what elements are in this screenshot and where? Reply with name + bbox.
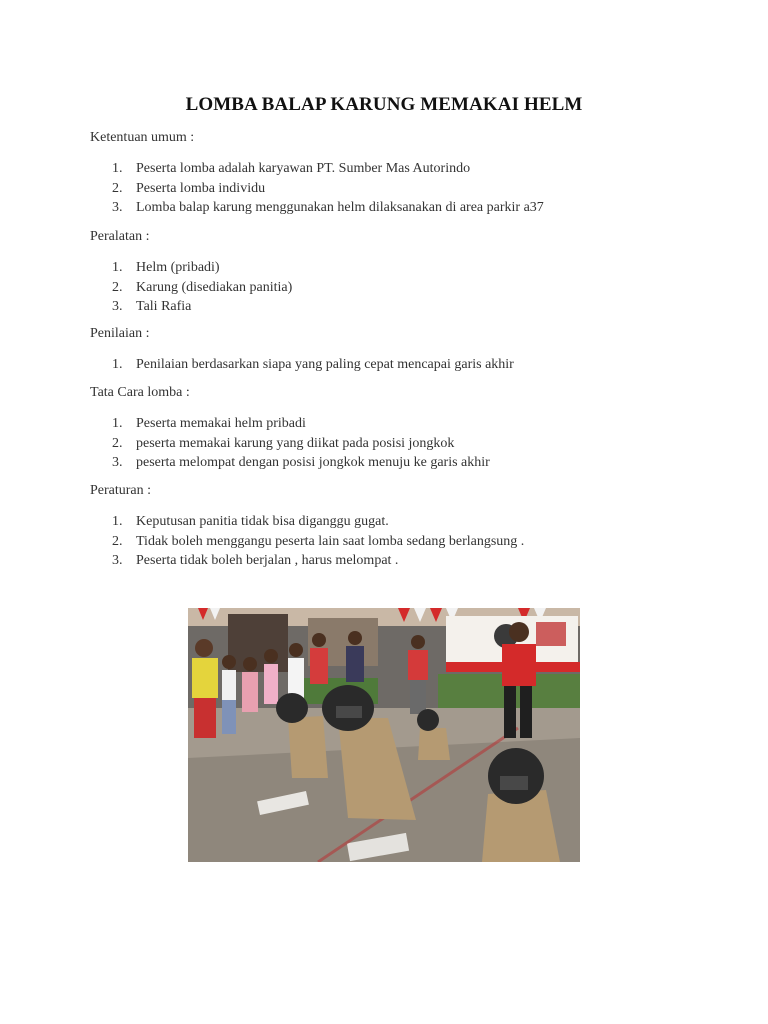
numbered-list — [90, 512, 710, 571]
list-number: 3. — [112, 299, 123, 314]
section-label: Tata Cara lomba : — [90, 385, 190, 400]
list-item — [90, 179, 710, 199]
list-number: 1. — [112, 161, 123, 176]
section-label: Peralatan : — [90, 229, 150, 244]
list-item-text: Keputusan panitia tidak bisa diganggu gugat. — [136, 514, 389, 529]
page-title: LOMBA BALAP KARUNG MEMAKAI HELM — [185, 94, 583, 115]
section-tata-cara-lomba — [90, 384, 710, 473]
section-penilaian — [90, 325, 710, 375]
list-item-text: peserta memakai karung yang diikat pada posisi jongkok — [136, 435, 455, 451]
list-item-text: Peserta tidak boleh berjalan , harus melompat . — [136, 553, 399, 568]
section-peralatan — [90, 228, 710, 317]
list-item-text: Penilaian berdasarkan siapa yang paling cepat mencapai garis akhir — [136, 357, 514, 372]
numbered-list — [90, 258, 710, 317]
list-number: 2. — [112, 435, 123, 451]
list-item — [90, 278, 710, 298]
list-item — [90, 159, 710, 179]
list-number: 1. — [112, 260, 123, 275]
list-item — [90, 434, 710, 454]
list-item-text: Peserta memakai helm pribadi — [136, 416, 306, 431]
section-label: Peraturan : — [90, 483, 152, 498]
section-label: Ketentuan umum : — [90, 130, 195, 145]
list-item — [90, 551, 710, 571]
list-item — [90, 297, 710, 317]
section-ketentuan-umum — [90, 129, 710, 218]
numbered-list — [90, 414, 710, 473]
sack-race-photo — [188, 608, 580, 862]
numbered-list — [90, 159, 710, 218]
list-item — [90, 198, 710, 218]
list-item-text: peserta melompat dengan posisi jongkok menuju ke garis akhir — [136, 455, 490, 470]
list-item-text: Karung (disediakan panitia) — [136, 279, 293, 295]
list-item — [90, 258, 710, 278]
list-number: 3. — [112, 200, 123, 215]
list-number: 1. — [112, 514, 123, 529]
list-number: 2. — [112, 533, 123, 549]
section-peraturan — [90, 482, 710, 571]
list-item — [90, 532, 710, 552]
list-number: 2. — [112, 279, 123, 295]
list-item-text: Tidak boleh menggangu peserta lain saat lomba sedang berlangsung . — [136, 533, 525, 549]
list-item-text: Tali Rafia — [136, 299, 192, 314]
list-item-text: Peserta lomba adalah karyawan PT. Sumber Mas Autorindo — [136, 161, 471, 176]
list-item — [90, 355, 710, 375]
list-item — [90, 414, 710, 434]
numbered-list — [90, 355, 710, 375]
list-item — [90, 512, 710, 532]
list-item-text: Peserta lomba individu — [136, 180, 266, 196]
list-item — [90, 453, 710, 473]
section-label: Penilaian : — [90, 326, 150, 341]
list-number: 3. — [112, 553, 123, 568]
list-number: 1. — [112, 416, 123, 431]
list-number: 3. — [112, 455, 123, 470]
list-number: 2. — [112, 180, 123, 196]
list-number: 1. — [112, 357, 123, 372]
list-item-text: Helm (pribadi) — [136, 260, 220, 275]
list-item-text: Lomba balap karung menggunakan helm dilaksanakan di area parkir a37 — [136, 200, 544, 215]
